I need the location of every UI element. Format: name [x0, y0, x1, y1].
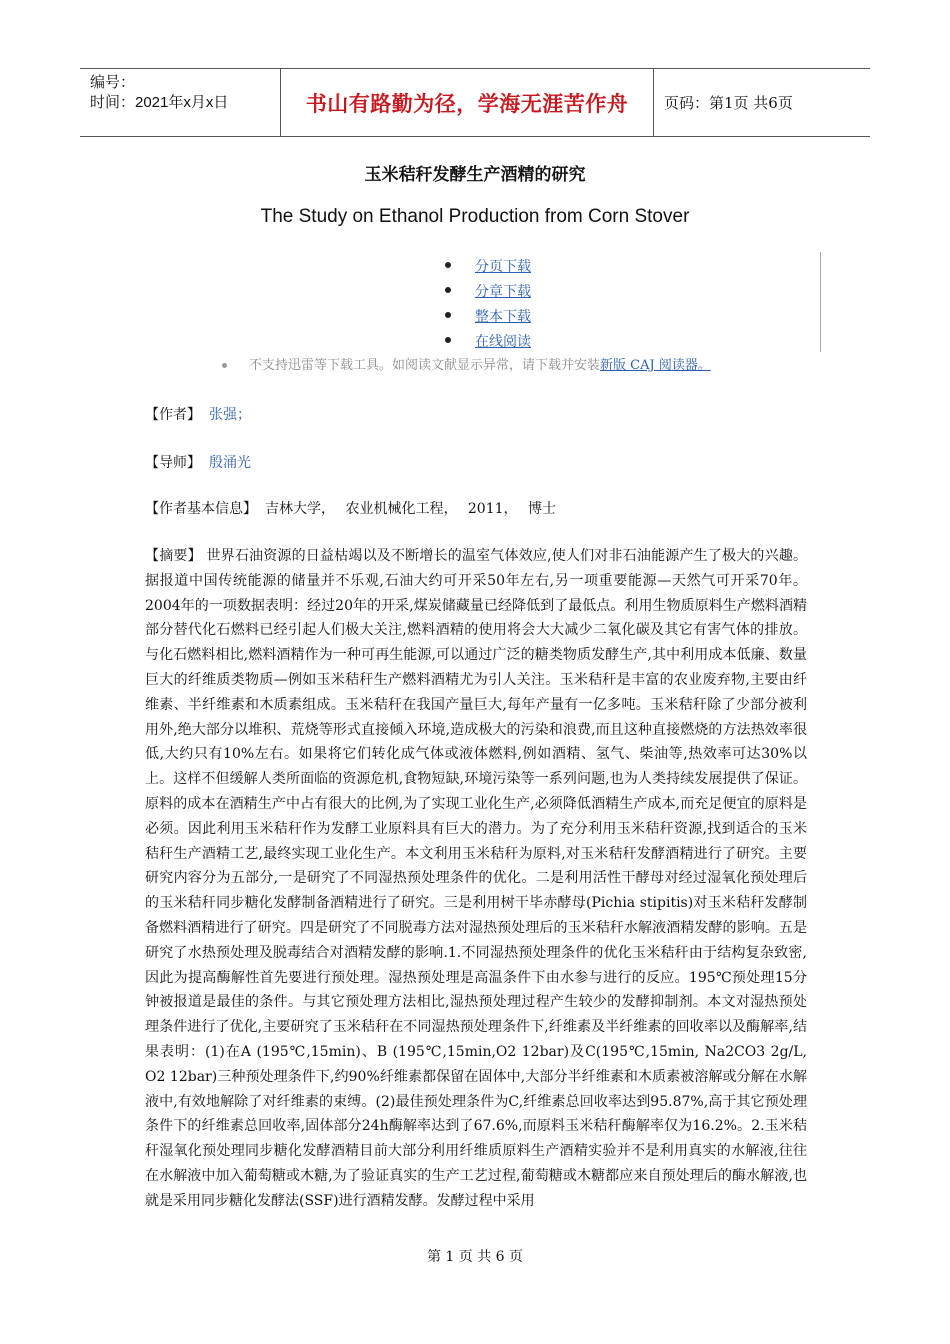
bullet-icon [222, 363, 227, 368]
header-page-cell [654, 69, 870, 136]
bullet-icon [445, 312, 451, 318]
download-notice [222, 354, 711, 373]
header-table [80, 68, 870, 137]
page-footer: 第 1 页 共 6 页 [426, 1249, 524, 1265]
header-motto-cell [281, 69, 654, 136]
link-page-download[interactable]: 分页下载 [475, 259, 531, 275]
bullet-icon [445, 287, 451, 293]
abstract-label: 【摘要】 [145, 548, 202, 564]
document-number-label: 编号： [90, 74, 136, 91]
download-links [445, 252, 821, 352]
author-label: 【作者】 [145, 407, 201, 423]
advisor-row [145, 452, 251, 472]
link-chapter-download[interactable]: 分章下载 [475, 284, 531, 300]
bullet-icon [445, 337, 451, 343]
document-date: 时间：2021年x月x日 [90, 94, 229, 111]
bullet-icon [445, 262, 451, 268]
author-info-value: 吉林大学， 农业机械化工程， 2011， 博士 [265, 501, 556, 517]
header-info-cell [80, 69, 281, 136]
author-info-label: 【作者基本信息】 [145, 501, 257, 517]
advisor-label: 【导师】 [145, 455, 201, 471]
link-online-reading[interactable]: 在线阅读 [475, 334, 531, 350]
abstract [145, 544, 807, 1214]
author-info-row [145, 498, 556, 518]
author-link[interactable]: 张强； [209, 407, 251, 423]
title-chinese: 玉米秸秆发酵生产酒精的研究 [364, 165, 586, 185]
advisor-link[interactable]: 殷涌光 [209, 455, 251, 471]
abstract-text: 世界石油资源的日益枯竭以及不断增长的温室气体效应,使人们对非石油能源产生了极大的兴趣。据报道中国传统能源的储量并不乐观,石油大约可开采50年左右,另一项重要能源—天然气可开采70年。2004年的一项数据表明：经过20年的开采,煤炭储藏量已经降低到了最低点。利用生物质原料生产燃料酒精部分替代化石燃料已经引起人们极大关注,燃料酒精的使用将会大大减少二氧化碳及其它有害气体的排放。与化石燃料相比,燃料酒精作为一种可再生能源,可以通过广泛的糖类物质发酵生产,其中利用成本低廉、数量巨大的纤维质类物质—例如玉米秸秆生产燃料酒精尤为引人关注。玉米秸秆是丰富的农业废弃物,主要由纤维素、半纤维素和木质素组成。玉米秸秆在我国产量巨大,每年产量有一亿多吨。玉米秸秆除了少部分被利用外,绝大部分以堆积、荒烧等形式直接倾入环境,造成极大的污染和浪费,而且这种直接燃烧的方法热效率很低,大约只有10%左右。如果将它们转化成气体或液体燃料,例如酒精、氢气、柴油等,热效率可达30%以上。这样不但缓解人类所面临的资源危机,食物短缺,环境污染等一系列问题,也为人类持续发展提供了保证。原料的成本在酒精生产中占有很大的比例,为了实现工业化生产,必须降低酒精生产成本,而充足便宜的原料是必须。因此利用玉米秸秆作为发酵工业原料具有巨大的潜力。为了充分利用玉米秸秆资源,找到适合的玉米秸秆生产酒精工艺,最终实现工业化生产。本文利用玉米秸秆为原料,对玉米秸秆发酵酒精进行了研究。主要研究内容分为五部分,一是研究了不同湿热预处理条件的优化。二是利用活性干酵母对经过湿氧化预处理后的玉米秸秆同步糖化发酵制备酒精进行了研究。三是利用树干毕赤酵母(Pichia stipitis)对玉米秸秆发酵制备燃料酒精进行了研究。四是研究了不同脱毒方法对湿热预处理后的玉米秸秆水解液酒精发酵的影响。五是研究了水热预处理及脱毒结合对酒精发酵的影响.1.不同湿热预处理条件的优化玉米秸秆由于结构复杂致密,因此为提高酶解性首先要进行预处理。湿热预处理是高温条件下由水参与进行的反应。195℃预处理15分钟被报道是最佳的条件。与其它预处理方法相比,湿热预处理过程产生较少的发酵抑制剂。本文对湿热预处理条件进行了优化,主要研究了玉米秸秆在不同湿热预处理条件下,纤维素及半纤维素的回收率以及酶解率,结果表明：(1)在A (195℃,15min)、B (195℃,15min,O2 12bar)及C(195℃,15min, Na2CO3 2g/L, O2 12bar)三种预处理条件下,约90%纤维素都保留在固体中,大部分半纤维素和木质素被溶解或分解在水解液中,有效地解除了对纤维素的束缚。(2)最佳预处理条件为C,纤维素总回收率达到95.87%,高于其它预处理条件下的纤维素总回收率,固体部分24h酶解率达到了67.6%,而原料玉米秸秆酶解率仅为16.2%。2.玉米秸秆湿氧化预处理同步糖化发酵酒精目前大部分利用纤维质原料生产酒精实验并不是利用真实的水解液,往往在水解液中加入葡萄糖或木糖,为了验证真实的生产工艺过程,葡萄糖或木糖都应来自预处理后的酶水解液,也就是采用同步糖化发酵法(SSF)进行酒精发酵。发酵过程中采用 [145, 548, 808, 1209]
author-row [145, 404, 251, 424]
title-english: The Study on Ethanol Production from Corn Stover [260, 206, 690, 227]
link-full-download[interactable]: 整本下载 [475, 309, 531, 325]
caj-reader-link[interactable]: 新版 CAJ 阅读器。 [600, 358, 711, 373]
page-info: 页码：第1页 共6页 [664, 94, 793, 112]
motto: 书山有路勤为径，学海无涯苦作舟 [305, 90, 629, 116]
notice-text: 不支持迅雷等下载工具。如阅读文献显示异常，请下载并安装 [249, 358, 601, 373]
